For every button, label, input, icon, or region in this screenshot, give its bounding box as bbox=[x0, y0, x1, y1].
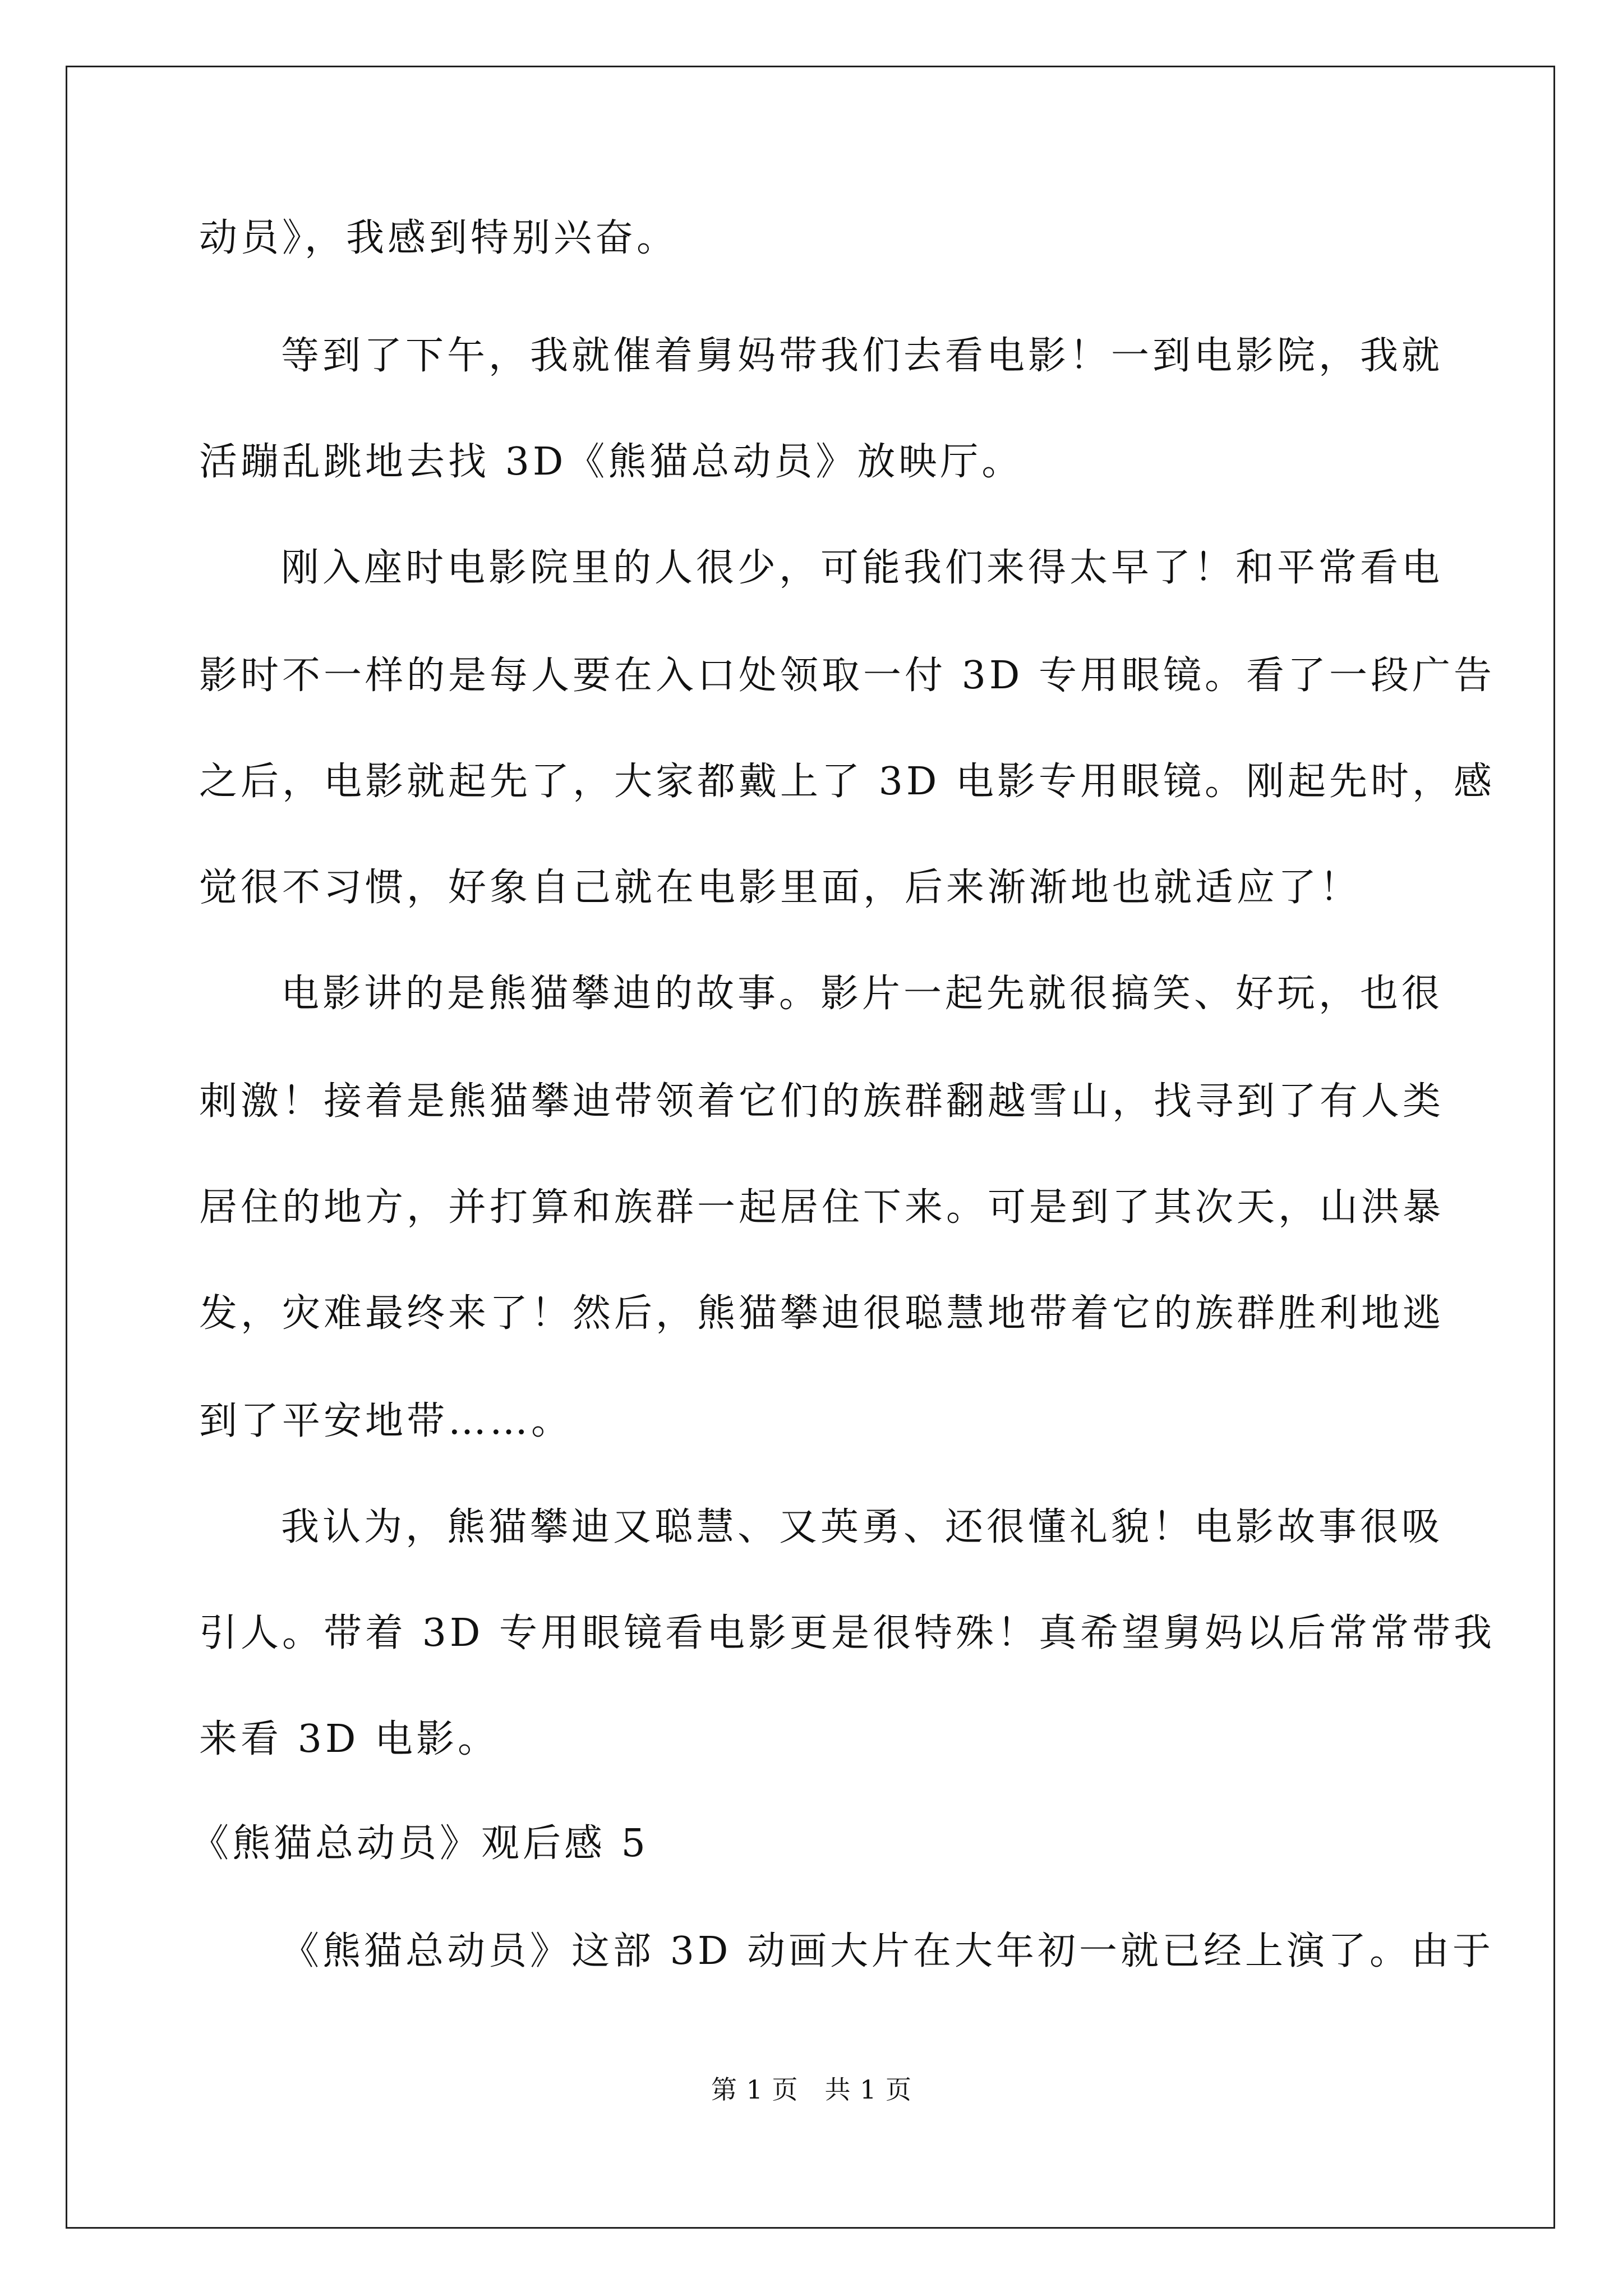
text-line: 引人。带着 3D 专用眼镜看电影更是很特殊！真希望舅妈以后常常带我 bbox=[199, 1611, 1496, 1655]
text-line: 觉很不习惯，好象自己就在电影里面，后来渐渐地也就适应了！ bbox=[199, 866, 1362, 910]
text-line: 活蹦乱跳地去找 3D《熊猫总动员》放映厅。 bbox=[199, 440, 1023, 484]
section-heading: 《熊猫总动员》观后感 5 bbox=[191, 1821, 649, 1866]
paragraph-first-line: 等到了下午，我就催着舅妈带我们去看电影！一到电影院，我就 bbox=[281, 334, 1444, 378]
text-line: 影时不一样的是每人要在入口处领取一付 3D 专用眼镜。看了一段广告 bbox=[199, 654, 1496, 698]
paragraph-first-line: 电影讲的是熊猫攀迪的故事。影片一起先就很搞笑、好玩，也很 bbox=[281, 972, 1444, 1016]
text-line: 之后，电影就起先了，大家都戴上了 3D 电影专用眼镜。刚起先时，感 bbox=[199, 760, 1496, 804]
text-line: 动员》，我感到特别兴奋。 bbox=[199, 216, 679, 260]
text-line: 刺激！接着是熊猫攀迪带领着它们的族群翻越雪山，找寻到了有人类 bbox=[199, 1079, 1445, 1124]
paragraph-first-line: 《熊猫总动员》这部 3D 动画大片在大年初一就已经上演了。由于 bbox=[281, 1929, 1495, 1973]
paragraph-first-line: 刚入座时电影院里的人很少，可能我们来得太早了！和平常看电 bbox=[281, 546, 1444, 590]
text-line: 发，灾难最终来了！然后，熊猫攀迪很聪慧地带着它的族群胜利地逃 bbox=[199, 1291, 1445, 1336]
text-line: 居住的地方，并打算和族群一起居住下来。可是到了其次天，山洪暴 bbox=[199, 1185, 1445, 1230]
page-border bbox=[66, 66, 1555, 2229]
paragraph-first-line: 我认为，熊猫攀迪又聪慧、又英勇、还很懂礼貌！电影故事很吸 bbox=[281, 1505, 1444, 1549]
text-line: 来看 3D 电影。 bbox=[199, 1717, 500, 1761]
page-number-footer: 第 1 页 共 1 页 bbox=[711, 2074, 912, 2105]
text-line: 到了平安地带……。 bbox=[199, 1399, 573, 1443]
